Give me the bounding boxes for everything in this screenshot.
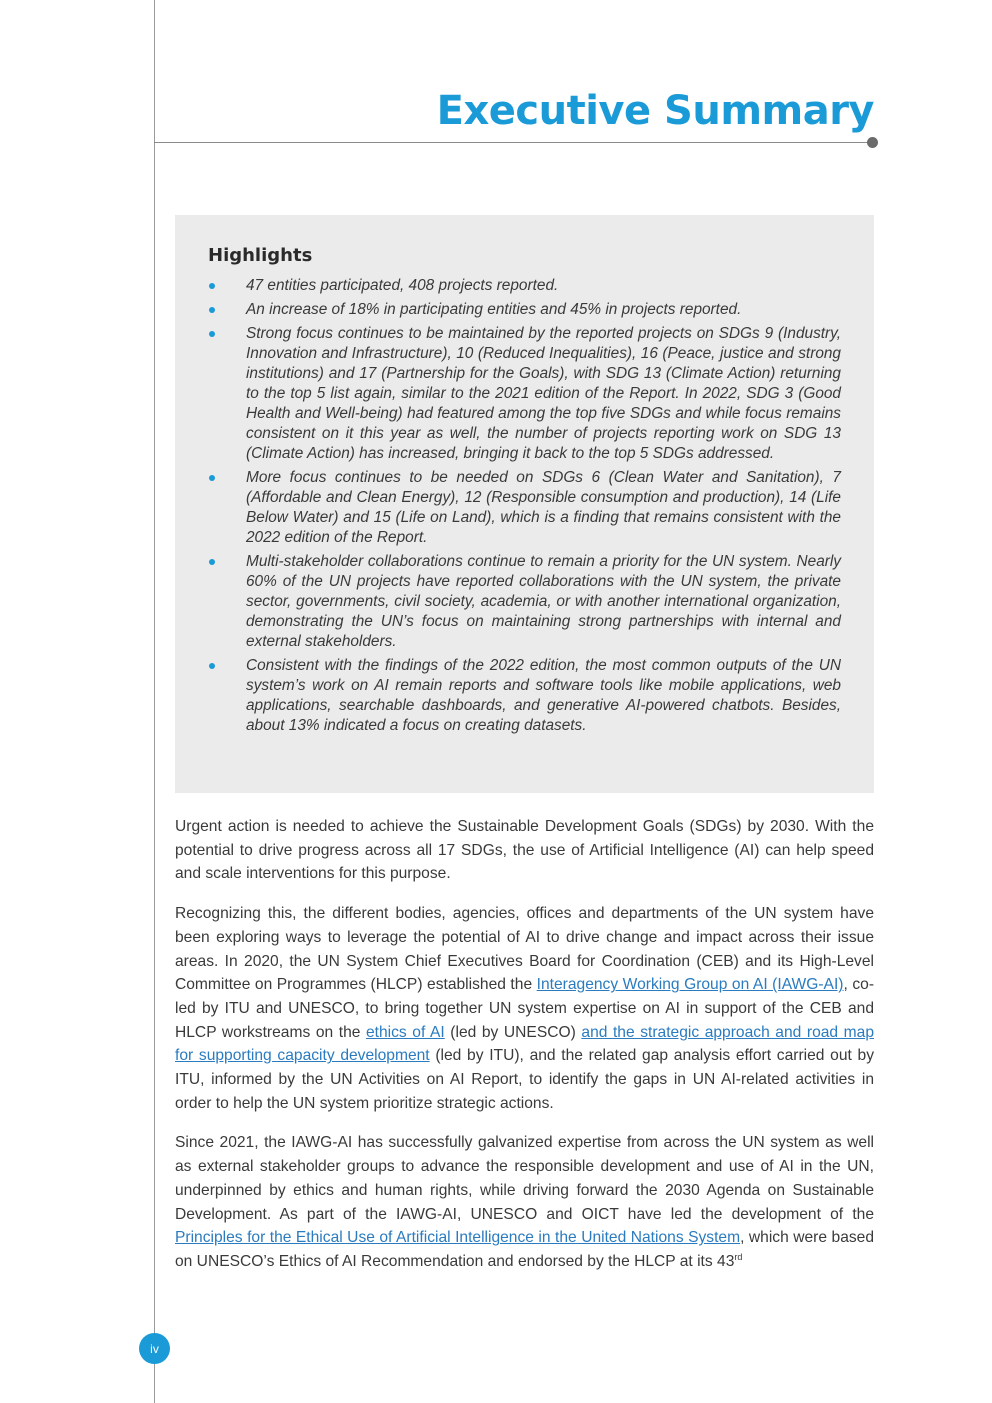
bullet-icon bbox=[209, 283, 215, 289]
highlight-text: Multi-stakeholder collaborations continue to remain a priority for the UN system. Nearly 60% of the UN projects have reported collaborations with the UN system, the private sector, governments, civil society, academia, or with another international organization, demonstrating the UN’s focus on maintaining strong partnerships with internal and external stakeholders. bbox=[246, 553, 841, 650]
title-underline-dot bbox=[867, 137, 878, 148]
bullet-icon bbox=[209, 475, 215, 481]
link-ethics-of-ai[interactable]: ethics of AI bbox=[365, 1023, 445, 1041]
highlight-item bbox=[208, 552, 841, 652]
bullet-icon bbox=[209, 331, 215, 337]
bullet-icon bbox=[209, 663, 215, 669]
highlight-text: An increase of 18% in participating entities and 45% in projects reported. bbox=[246, 301, 742, 318]
link-ethical-principles[interactable]: Principles for the Ethical Use of Artificial Intelligence in the United Nations System bbox=[175, 1229, 741, 1247]
paragraph-since-2021 bbox=[175, 1131, 874, 1273]
page-title: Executive Summary bbox=[436, 88, 874, 134]
paragraph-urgent-action: Urgent action is needed to achieve the Sustainable Development Goals (SDGs) by 2030. With the potential to drive progress across all 17 SDGs, the use of Artificial Intelligence (AI) can help speed and scale interventions for this purpose. bbox=[175, 818, 874, 883]
paragraph-iawg-ai bbox=[175, 902, 874, 1115]
text-run: , co-led by ITU and UNESCO, to bring together UN system expertise on AI in support of the CEB and HLCP workstreams on the bbox=[175, 976, 875, 1041]
text-run: Since 2021, the IAWG-AI has successfully galvanized expertise from across the UN system as well as external stakeholder groups to advance the responsible development and use of AI in the UN, underpinned by ethics and human rights, while driving forward the 2030 Agenda on Sustainable Development. As part of the IAWG-AI, UNESCO and OICT have led the development of the bbox=[175, 1134, 874, 1223]
text-run: , which were based on UNESCO’s Ethics of AI Recommendation and endorsed by the HLCP at its 43 bbox=[175, 1229, 875, 1270]
ordinal-superscript: rd bbox=[734, 1251, 743, 1262]
text-run: Recognizing this, the different bodies, agencies, offices and departments of the UN system have been exploring ways to leverage the potential of AI to drive change and impact across their issue areas. In 2020, the UN System Chief Executives Board for Coordination (CEB) and its High-Level Committee on Programmes (HLCP) established the bbox=[175, 905, 874, 994]
text-run: (led by ITU), and the related gap analysis effort carried out by ITU, informed by the UN Activities on AI Report, to identify the gaps in UN AI-related activities in order to help the UN system prioritize strategic actions. bbox=[175, 1047, 875, 1112]
highlights-list bbox=[208, 276, 841, 736]
page-number-badge: iv bbox=[139, 1333, 170, 1364]
margin-rule bbox=[154, 0, 155, 1403]
highlight-item bbox=[208, 276, 841, 296]
highlight-text: Strong focus continues to be maintained by the reported projects on SDGs 9 (Industry, Innovation and Infrastructure), 10 (Reduced Inequalities), 16 (Peace, justice and strong institutions) and 17 (Partnership for the Goals), with SDG 13 (Climate Action) returning to the top 5 list again, similar to the 2021 edition of the Report. In 2022, SDG 3 (Good Health and Well-being) had featured among the top five SDGs and while focus remains consistent on it this year as well, the number of projects reporting work on SDG 13 (Climate Action) has increased, bringing it back to the top 5 SDGs addressed. bbox=[246, 325, 841, 462]
body-text bbox=[175, 815, 874, 1290]
highlight-item bbox=[208, 656, 841, 736]
bullet-icon bbox=[209, 307, 215, 313]
highlight-item bbox=[208, 300, 841, 320]
bullet-icon bbox=[209, 559, 215, 565]
highlight-text: 47 entities participated, 408 projects reported. bbox=[246, 277, 559, 294]
text-run: (led by UNESCO) bbox=[444, 1023, 582, 1041]
highlight-item bbox=[208, 468, 841, 548]
highlights-heading: Highlights bbox=[208, 245, 313, 266]
title-underline bbox=[154, 142, 872, 143]
highlight-text: More focus continues to be needed on SDGs 6 (Clean Water and Sanitation), 7 (Affordable and Clean Energy), 12 (Responsible consumption and production), 14 (Life Below Water) and 15 (Life on Land), which is a finding that remains consistent with the 2022 edition of the Report. bbox=[246, 469, 841, 546]
highlight-text: Consistent with the findings of the 2022 edition, the most common outputs of the UN system’s work on AI remain reports and software tools like mobile applications, web applications, searchable dashboards, and generative AI-powered chatbots. Besides, about 13% indicated a focus on creating datasets. bbox=[246, 657, 841, 734]
highlights-box bbox=[175, 215, 874, 793]
link-strategic-approach[interactable]: and the strategic approach and road map for supporting capacity development bbox=[175, 1023, 875, 1065]
highlight-item bbox=[208, 324, 841, 464]
link-iawg-ai[interactable]: Interagency Working Group on AI (IAWG-AI) bbox=[536, 976, 844, 994]
